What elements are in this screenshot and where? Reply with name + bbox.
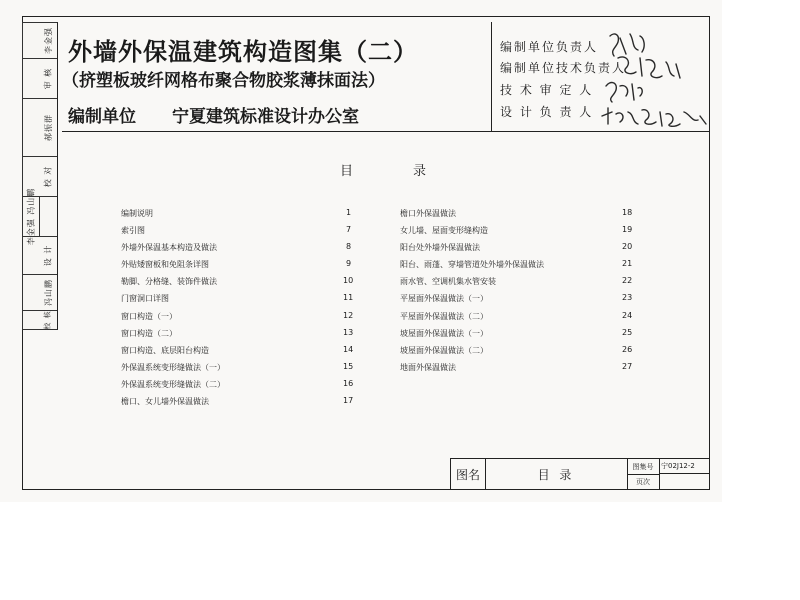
toc-entry[interactable]: 门窗洞口详图 11 [121, 293, 354, 304]
role-label: 设 计 负 责 人 [500, 105, 594, 119]
title-block-label: 图名 [451, 459, 486, 489]
side-cell [23, 187, 57, 246]
toc-entry[interactable]: 阳台处外墙外保温做法 20 [400, 242, 633, 253]
atlas-title: 外墙外保温建筑构造图集（二） [68, 38, 418, 66]
toc-entry[interactable]: 编制说明 1 [121, 208, 352, 218]
header-divider [491, 22, 492, 132]
side-cell [23, 99, 57, 157]
toc-heading-left: 目 [340, 164, 356, 179]
side-cell [23, 275, 57, 311]
role-label: 技 术 审 定 人 [500, 83, 594, 97]
side-label: 冯山鹏 [43, 279, 53, 306]
page-no-label: 页次 [627, 474, 660, 489]
atlas-no-value: 宁02J12-2 [659, 459, 709, 474]
compiler-value: 宁夏建筑标准设计办公室 [172, 107, 359, 127]
atlas-subtitle: （挤塑板玻纤网格布聚合物胶浆薄抹面法） [62, 71, 385, 91]
side-label: 审 核 [43, 67, 53, 90]
title-block-name: 目 录 [485, 459, 628, 489]
compiler-label: 编制单位 [68, 107, 136, 127]
side-cell [23, 23, 57, 59]
toc-entry[interactable]: 窗口构造（二） 13 [121, 327, 354, 338]
toc-entry[interactable]: 外贴矮窗板和免阻条详图 9 [121, 259, 352, 270]
toc-entry[interactable]: 外保温系统变形缝做法（二） 16 [121, 378, 354, 389]
side-signature-strip [22, 22, 58, 330]
toc-entry[interactable]: 檐口、女儿墙外保温做法 17 [121, 396, 354, 407]
toc-entry[interactable]: 雨水管、空调机集水管安装 22 [400, 276, 633, 287]
role-label: 编制单位技术负责人 [500, 61, 627, 75]
toc-entry[interactable]: 窗口构造（一） 12 [121, 310, 354, 321]
toc-entry[interactable]: 阳台、雨蓬、穿墙管道处外墙外保温做法 21 [400, 259, 633, 270]
side-label: 李金强 [43, 27, 53, 54]
toc-left-column [121, 208, 361, 413]
compiler-line [68, 102, 359, 127]
title-block [450, 458, 710, 490]
toc-entry[interactable]: 索引图 7 [121, 225, 352, 236]
toc-entry[interactable]: 坡屋面外保温做法（二） 26 [400, 344, 633, 355]
side-label: 校 对 [43, 165, 53, 188]
toc-entry[interactable]: 外保温系统变形缝做法（一） 15 [121, 361, 354, 372]
side-label: 校 核 [44, 310, 53, 330]
atlas-no-label: 图集号 [627, 459, 660, 475]
toc-entry[interactable]: 窗口构造、底层阳台构造 14 [121, 344, 354, 355]
toc-entry[interactable]: 地面外保温做法 27 [400, 361, 633, 372]
side-label: 设 计 [43, 244, 53, 267]
toc-entry[interactable]: 坡屋面外保温做法（一） 25 [400, 327, 633, 338]
toc-entry[interactable]: 平屋面外保温做法（二） 24 [400, 310, 633, 321]
toc-entry[interactable]: 外墙外保温基本构造及做法 8 [121, 242, 352, 253]
side-cell [23, 59, 57, 99]
side-cell [23, 311, 57, 329]
role-label: 编制单位负责人 [500, 40, 599, 54]
toc-right-column [400, 208, 645, 379]
side-label: 郝振群 [43, 114, 53, 141]
toc-heading [340, 160, 428, 179]
toc-entry[interactable]: 女儿墙、屋面变形缝构造 19 [400, 225, 633, 236]
page-no-value [659, 474, 709, 489]
side-label: 李金强 冯山鹏 [26, 187, 36, 246]
handwritten-signatures [596, 28, 716, 132]
side-cell [23, 237, 57, 275]
toc-entry[interactable]: 檐口外保温做法 18 [400, 208, 633, 218]
toc-entry[interactable]: 勒脚、分格缝、装饰件做法 10 [121, 276, 354, 287]
toc-entry[interactable]: 平屋面外保温做法（一） 23 [400, 293, 633, 304]
toc-heading-right: 录 [413, 164, 429, 179]
